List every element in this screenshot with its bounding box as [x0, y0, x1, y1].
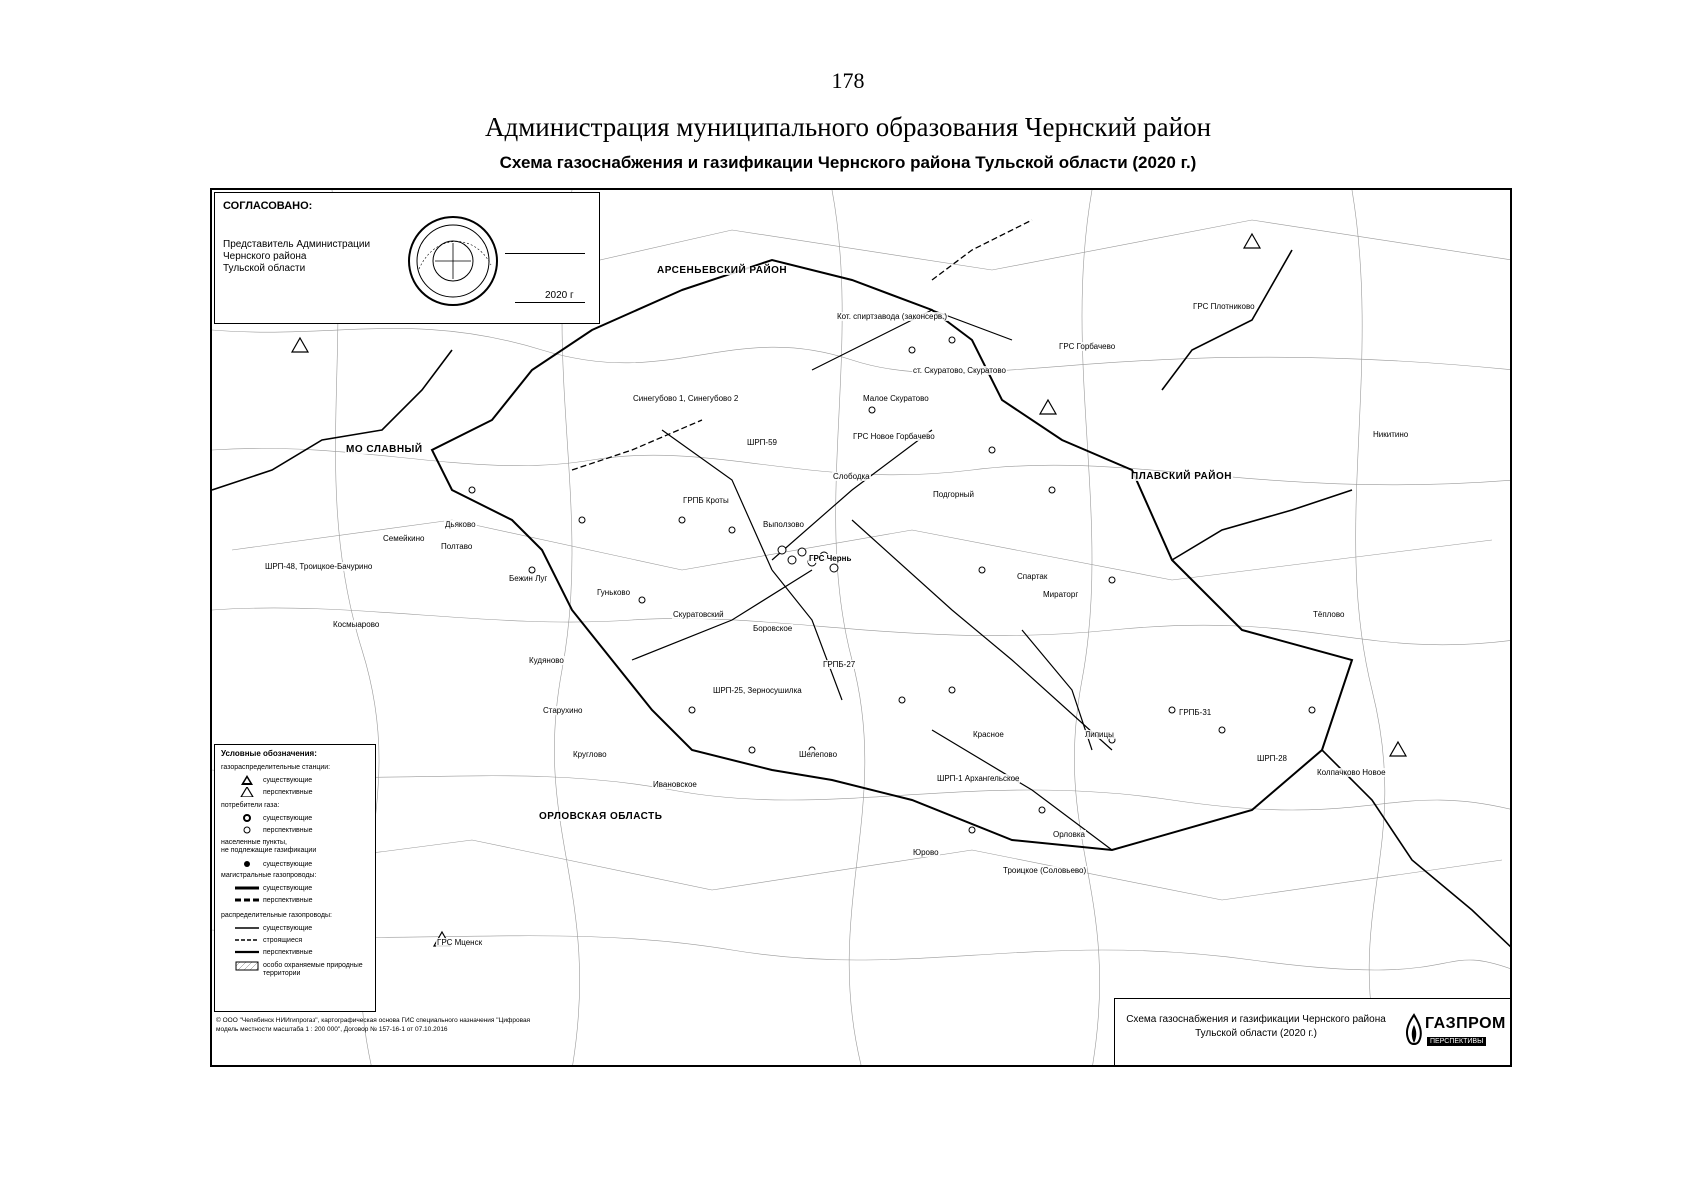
- label-krasnoe: Красное: [973, 730, 1004, 739]
- legend-row-gds-existing: [219, 775, 373, 786]
- label-vypolzovo: Выползово: [763, 520, 804, 529]
- approval-year: 2020 г: [545, 290, 574, 301]
- legend-row-dist-existing: [219, 923, 373, 934]
- legend-label: особо охраняемые природные территории: [263, 962, 363, 977]
- label-shrp28: ШРП-28: [1257, 754, 1287, 763]
- legend-label: перспективные: [263, 827, 313, 834]
- legend-group-main-pipes: магистральные газопроводы:: [221, 872, 317, 879]
- label-grs-plotnikovo: ГРС Плотниково: [1193, 302, 1255, 311]
- label-podgorny: Подгорный: [933, 490, 974, 499]
- dashed-line-icon: [235, 935, 259, 945]
- legend-row-main-planned: [219, 895, 373, 906]
- official-stamp: [405, 213, 501, 309]
- label-semeikino: Семейкино: [383, 534, 425, 543]
- legend-row-consumer-existing: [219, 813, 373, 824]
- legend-title: Условные обозначения:: [221, 749, 317, 758]
- label-grpb-kroty: ГРПБ Кроты: [683, 496, 729, 505]
- legend-label: существующие: [263, 861, 313, 868]
- gazprom-logo: [1401, 1009, 1505, 1059]
- legend-row-protected: [219, 961, 373, 983]
- hatched-area-icon: [235, 961, 259, 971]
- legend-row-gds-planned: [219, 787, 373, 798]
- thick-dashed-line-icon: [235, 895, 259, 905]
- label-plavsky-district: ПЛАВСКИЙ РАЙОН: [1131, 471, 1232, 482]
- label-kolpakovo: Колпачково Новое: [1317, 768, 1386, 777]
- map-caption: Схема газоснабжения и газификации Чернского района Тульской области (2020 г.): [1126, 1014, 1386, 1039]
- label-orlovskaya-oblast: ОРЛОВСКАЯ ОБЛАСТЬ: [539, 811, 663, 822]
- label-grpb31: ГРПБ-31: [1179, 708, 1212, 717]
- legend-label: перспективные: [263, 897, 313, 904]
- flame-icon: [1403, 1013, 1425, 1049]
- legend-row-main-existing: [219, 883, 373, 894]
- label-arsenyevsky-district: АРСЕНЬЕВСКИЙ РАЙОН: [657, 265, 788, 276]
- label-grs-novoe: ГРС Новое Горбачево: [853, 432, 935, 441]
- label-borovskoe: Боровское: [753, 624, 793, 633]
- label-staruhino: Старухино: [543, 706, 583, 715]
- label-grs-mtsensk: ГРС Мценск: [437, 938, 483, 947]
- line-icon: [235, 923, 259, 933]
- label-shrp59: ШРП-59: [747, 438, 777, 447]
- label-mo-slavny: МО СЛАВНЫЙ: [346, 444, 423, 455]
- legend-label: существующие: [263, 815, 313, 822]
- copyright-note: © ООО "Челябинск НИИгипрогаз", картографическая основа ГИС специального назначения "Цифровая модель местности масштаба 1 : 200 000", Договор № 157-16-1 от 07.10.2016: [216, 1017, 531, 1033]
- label-yurovo: Юрово: [913, 848, 939, 857]
- legend-row-dist-building: [219, 935, 373, 946]
- map-legend: [214, 744, 376, 1012]
- legend-label: существующие: [263, 885, 313, 892]
- label-miratorg: Мираторг: [1043, 590, 1079, 599]
- label-skuratovsky: Скуратовский: [673, 610, 724, 619]
- legend-row-consumer-planned: [219, 825, 373, 836]
- label-kosmyarovo: Космыарово: [333, 620, 380, 629]
- map-frame[interactable]: [210, 188, 1512, 1067]
- label-shrp25: ШРП-25, Зерносушилка: [713, 686, 802, 695]
- legend-label: строящиеся: [263, 937, 303, 944]
- legend-group-consumers: потребители газа:: [221, 802, 280, 809]
- label-shrp1: ШРП-1 Архангельское: [937, 774, 1020, 783]
- thick-line-icon: [235, 883, 259, 893]
- label-lipicy: Липицы: [1085, 730, 1114, 739]
- label-maloe-skuratovo: Малое Скуратово: [863, 394, 929, 403]
- dot-icon: [235, 859, 259, 869]
- logo-subtitle: ПЕРСПЕКТИВЫ: [1427, 1037, 1486, 1046]
- label-shrp48: ШРП-48, Троицкое-Бачурино: [265, 562, 373, 571]
- label-troickoe: Троицкое (Соловьево): [1003, 866, 1087, 875]
- date-line: [515, 302, 585, 303]
- legend-group-settlements: населенные пункты, не подлежащие газификации: [221, 839, 317, 854]
- legend-label: существующие: [263, 925, 313, 932]
- label-gunkovo: Гуньково: [597, 588, 631, 597]
- legend-row-settlement-existing: [219, 859, 373, 870]
- approval-box: [214, 192, 600, 324]
- legend-row-dist-planned: [219, 947, 373, 958]
- legend-label: перспективные: [263, 789, 313, 796]
- legend-label: перспективные: [263, 949, 313, 956]
- triangle-outline-icon: [235, 787, 259, 797]
- map-caption-box: [1114, 998, 1512, 1066]
- label-st-skuratovo: ст. Скуратово, Скуратово: [913, 366, 1006, 375]
- legend-group-gds: газораспределительные станции:: [221, 764, 331, 771]
- logo-name: ГАЗПРОМ: [1425, 1015, 1506, 1032]
- label-grpb27: ГРПБ-27: [823, 660, 856, 669]
- label-grs-chern: ГРС Чернь: [809, 554, 852, 563]
- circle-outline-icon: [235, 825, 259, 835]
- legend-label: существующие: [263, 777, 313, 784]
- label-sinegubovo: Синегубово 1, Синегубово 2: [633, 394, 739, 403]
- scheme-title: Схема газоснабжения и газификации Чернского района Тульской области (2020 г.): [499, 153, 1197, 172]
- label-ivanovskoe: Ивановское: [653, 780, 697, 789]
- legend-group-dist-pipes: распределительные газопроводы:: [221, 912, 332, 919]
- label-kudyanovo: Кудяново: [529, 656, 564, 665]
- label-spartak: Спартак: [1017, 572, 1048, 581]
- label-slobodka: Слободка: [833, 472, 870, 481]
- page-number: 178: [831, 68, 865, 93]
- label-dyakovo: Дьяково: [445, 520, 476, 529]
- approval-representative: Представитель Администрации Чернского района Тульской области: [223, 239, 371, 274]
- label-nikitino: Никитино: [1373, 430, 1409, 439]
- org-title: Администрация муниципального образования Чернский район: [484, 112, 1212, 142]
- line-icon: [235, 947, 259, 957]
- label-kruglovo: Круглово: [573, 750, 607, 759]
- label-poltavo: Полтаво: [441, 542, 473, 551]
- approval-heading: СОГЛАСОВАНО:: [223, 200, 313, 212]
- label-shelepovo: Шелепово: [799, 750, 838, 759]
- label-orlovka: Орловка: [1053, 830, 1085, 839]
- triangle-filled-icon: [235, 775, 259, 785]
- circle-bold-icon: [235, 813, 259, 823]
- label-bezhin-lug: Бежин Луг: [509, 574, 548, 583]
- signature-line: [505, 253, 585, 254]
- label-grs-gorbachevo: ГРС Горбачево: [1059, 342, 1116, 351]
- label-kot-spirtzavoda: Кот. спиртзавода (законсерв.): [837, 312, 948, 321]
- label-teplovo: Тёплово: [1313, 610, 1345, 619]
